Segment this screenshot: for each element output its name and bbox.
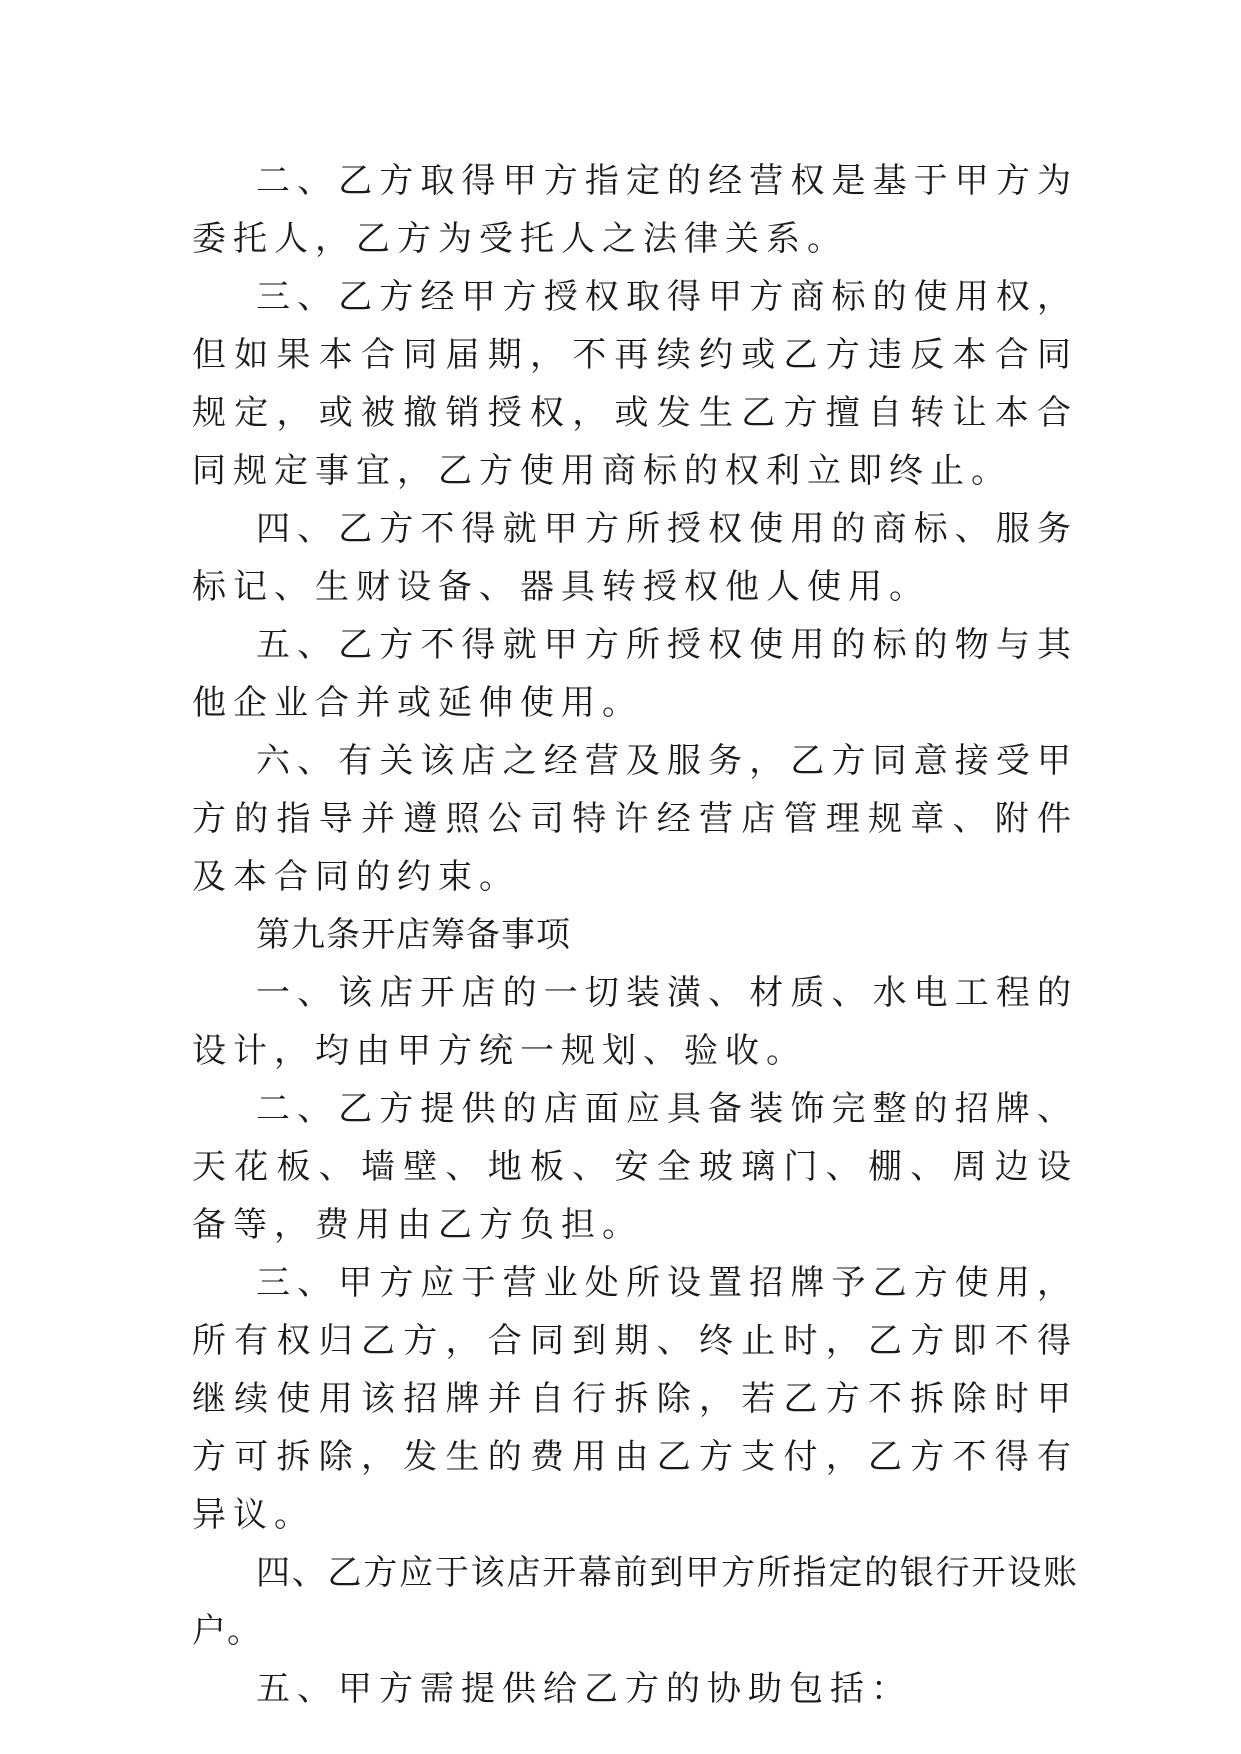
article-9-item-3: 三、甲方应于营业处所设置招牌予乙方使用，所有权归乙方，合同到期、终止时，乙方即不得继续使用该招牌并自行拆除，若乙方不拆除时甲方可拆除，发生的费用由乙方支付，乙方不得有异议。 xyxy=(192,1263,1078,1535)
paragraph-2: 二、乙方取得甲方指定的经营权是基于甲方为委托人，乙方为受托人之法律关系。 xyxy=(192,161,1078,259)
article-9-heading: 第九条开店筹备事项 xyxy=(256,915,571,955)
article-9-item-2: 二、乙方提供的店面应具备装饰完整的招牌、天花板、墙壁、地板、安全玻璃门、棚、周边设备等，费用由乙方负担。 xyxy=(192,1089,1078,1245)
paragraph-5: 五、乙方不得就甲方所授权使用的标的物与其他企业合并或延伸使用。 xyxy=(192,625,1078,723)
paragraph-4: 四、乙方不得就甲方所授权使用的商标、服务标记、生财设备、器具转授权他人使用。 xyxy=(192,509,1078,607)
article-9-item-5: 五、甲方需提供给乙方的协助包括： xyxy=(256,1669,912,1709)
contract-body xyxy=(192,152,1078,1718)
article-9-item-1: 一、该店开店的一切装潢、材质、水电工程的设计，均由甲方统一规划、验收。 xyxy=(192,973,1078,1071)
paragraph-3: 三、乙方经甲方授权取得甲方商标的使用权，但如果本合同届期，不再续约或乙方违反本合同规定，或被撤销授权，或发生乙方擅自转让本合同规定事宜，乙方使用商标的权利立即终止。 xyxy=(192,277,1078,491)
article-9-item-4: 四、乙方应于该店开幕前到甲方所指定的银行开设账户。 xyxy=(192,1553,1078,1651)
paragraph-6: 六、有关该店之经营及服务，乙方同意接受甲方的指导并遵照公司特许经营店管理规章、附件及本合同的约束。 xyxy=(192,741,1078,897)
